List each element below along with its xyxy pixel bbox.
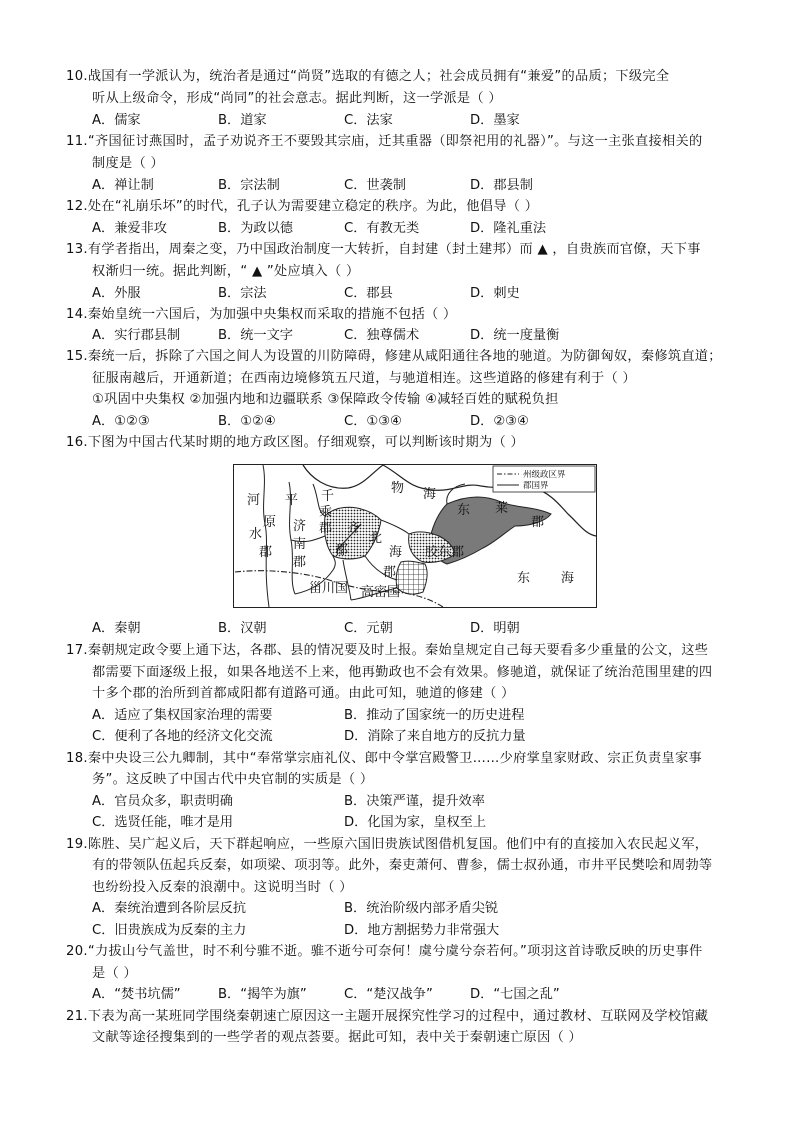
q14-option-a: A．实行郡县制 bbox=[92, 328, 181, 343]
question-15-line-2: 征服南越后，开通新道；在西南边境修筑五尺道，与驰道相连。这些道路的修建有利于（ ） bbox=[92, 371, 636, 386]
question-13-line-2: 权渐归一统。据此判断，“ ▲ ”处应填入（ ） bbox=[92, 264, 360, 279]
q13-option-a: A．外服 bbox=[92, 286, 141, 301]
question-number: 11. bbox=[66, 134, 88, 149]
q19-option-b: B．统治阶级内部矛盾尖锐 bbox=[344, 901, 499, 916]
label-lai: 莱 bbox=[495, 501, 509, 516]
label-cheng: 乘 bbox=[319, 505, 333, 520]
question-number: 17. bbox=[66, 643, 88, 658]
question-11-line-2: 制度是（ ） bbox=[92, 156, 164, 171]
label-donghai-dong: 东 bbox=[517, 571, 531, 586]
q11-option-a: A．禅让制 bbox=[92, 178, 154, 193]
q12-option-d: D．隆礼重法 bbox=[470, 221, 547, 236]
q15-option-d: D．②③④ bbox=[470, 414, 529, 429]
label-jun-qi: 郡 bbox=[335, 543, 349, 558]
label-bei: 北 bbox=[369, 531, 383, 546]
question-number: 20. bbox=[66, 944, 88, 959]
q13-option-b: B．宗法 bbox=[218, 286, 267, 301]
question-12-line-1: 12.处在“礼崩乐坏”的时代，孔子认为需要建立稳定的秩序。为此，他倡导（ ） bbox=[66, 199, 539, 214]
question-10-line-2: 听从上级命令，形成“尚同”的社会意志。据此判断，这一学派是（ ） bbox=[92, 91, 502, 106]
q20-option-b: B．“揭竿为旗” bbox=[218, 987, 307, 1002]
label-gaomi: 高密国 bbox=[361, 585, 401, 600]
q16-option-a: A．秦朝 bbox=[92, 621, 141, 636]
label-jun-beihai: 郡 bbox=[383, 565, 397, 580]
label-nan: 南 bbox=[293, 537, 307, 552]
label-ji: 济 bbox=[293, 519, 307, 534]
q16-option-c: C．元朝 bbox=[344, 621, 393, 636]
map-svg bbox=[233, 464, 597, 608]
question-19-line-2: 有的带领队伍起兵反秦，如项梁、项羽等。此外，秦吏萧何、曹参，儒士叔孙通，市井平民樊哙和周勃等 bbox=[92, 858, 713, 873]
question-17-line-2: 都需要下面逐级上报，如果各地送不上来，他再勤政也不会有效果。修驰道，就保证了统治范围里建的四 bbox=[92, 665, 713, 680]
q14-option-b: B．统一文字 bbox=[218, 328, 293, 343]
q19-option-a: A．秦统治遭到各阶层反抗 bbox=[92, 901, 247, 916]
question-14-line-1: 14.秦始皇统一六国后，为加强中央集权而采取的措施不包括（ ） bbox=[66, 307, 457, 322]
q10-option-b: B．道家 bbox=[218, 113, 267, 128]
q11-option-b: B．宗法制 bbox=[218, 178, 280, 193]
question-number: 10. bbox=[66, 69, 88, 84]
label-jun-jinan: 郡 bbox=[293, 555, 307, 570]
label-jun-donglai: 郡 bbox=[531, 515, 545, 530]
q20-option-c: C．“楚汉战争” bbox=[344, 987, 433, 1002]
q17-option-a: A．适应了集权国家治理的需要 bbox=[92, 708, 273, 723]
question-16-line-1: 16.下图为中国古代某时期的地方政区图。仔细观察，可以判断该时期为（ ） bbox=[66, 435, 524, 450]
question-19-line-3: 也纷纷投入反秦的浪潮中。这说明当时（ ） bbox=[92, 880, 353, 895]
q14-option-d: D．统一度量衡 bbox=[470, 328, 560, 343]
question-10-line-1: 10.战国有一学派认为，统治者是通过“尚贤”选取的有德之人；社会成员拥有“兼爱”的品质；下级完全 bbox=[66, 69, 670, 84]
label-yuan: 原 bbox=[263, 515, 277, 530]
question-17-line-1: 17.秦朝规定政令要上通下达，各郡、县的情况要及时上报。秦始皇规定自己每天要看多少重量的公文，这些 bbox=[66, 643, 709, 658]
question-number: 16. bbox=[66, 435, 88, 450]
legend-state-border: 州级政区界 bbox=[523, 470, 566, 480]
q17-option-d: D．消除了来自地方的反抗力量 bbox=[344, 729, 526, 744]
label-donghai-hai: 海 bbox=[561, 571, 575, 586]
question-18-line-2: 务”。这反映了中国古代中央官制的实质是（ ） bbox=[92, 772, 374, 787]
question-13-line-1: 13.有学者指出，周秦之变，乃中国政治制度一大转折，自封建（封土建邦）而 ▲ ，自贵族而官僚，天下事 bbox=[66, 242, 701, 257]
q12-option-a: A．兼爱非攻 bbox=[92, 221, 167, 236]
label-wu: 物 bbox=[391, 481, 405, 496]
q19-option-d: D．地方割据势力非常强大 bbox=[344, 923, 500, 938]
q17-option-b: B．推动了国家统一的历史进程 bbox=[344, 708, 525, 723]
q10-option-a: A．儒家 bbox=[92, 113, 141, 128]
regional-map-figure bbox=[233, 464, 597, 608]
question-number: 18. bbox=[66, 751, 88, 766]
q15-option-c: C．①③④ bbox=[344, 414, 402, 429]
q11-option-d: D．郡县制 bbox=[470, 178, 533, 193]
label-jun-pingyuan: 郡 bbox=[259, 545, 273, 560]
label-shui: 水 bbox=[249, 527, 263, 542]
label-ping: 平 bbox=[285, 493, 299, 508]
q10-option-d: D．墨家 bbox=[470, 113, 520, 128]
q13-option-d: D．刺史 bbox=[470, 286, 520, 301]
label-he: 河 bbox=[247, 493, 261, 508]
map-legend bbox=[493, 466, 595, 492]
question-15-line-3: ①巩固中央集权 ②加强内地和边疆联系 ③保障政令传输 ④减轻百姓的赋税负担 bbox=[92, 392, 559, 407]
q18-option-b: B．决策严谨，提升效率 bbox=[344, 794, 485, 809]
label-zichuan: 甾川国 bbox=[309, 581, 349, 596]
question-number: 19. bbox=[66, 837, 88, 852]
label-hai-top: 海 bbox=[423, 487, 437, 502]
question-number: 15. bbox=[66, 349, 88, 364]
gaomi-region bbox=[396, 561, 427, 594]
q20-option-d: D．“七国之乱” bbox=[470, 987, 560, 1002]
label-jun-qiancheng: 郡 bbox=[319, 521, 333, 536]
question-number: 13. bbox=[66, 242, 88, 257]
label-qi: 齐 bbox=[347, 521, 361, 536]
question-21-line-1: 21.下表为高一某班同学围绕秦朝速亡原因这一主题开展探究性学习的过程中，通过教材、互联网及学校馆藏 bbox=[66, 1009, 709, 1024]
question-19-line-1: 19.陈胜、吴广起义后，天下群起响应，一些原六国旧贵族试图借机复国。他们中有的直接加入农民起义军， bbox=[66, 837, 709, 852]
q15-option-b: B．①②④ bbox=[218, 414, 276, 429]
legend-prefecture-border: 郡国界 bbox=[523, 481, 549, 491]
q15-option-a: A．①②③ bbox=[92, 414, 150, 429]
q14-option-c: C．独尊儒术 bbox=[344, 328, 420, 343]
q20-option-a: A．“焚书坑儒” bbox=[92, 987, 181, 1002]
q11-option-c: C．世袭制 bbox=[344, 178, 406, 193]
question-20-line-1: 20.“力拔山兮气盖世，时不利兮骓不逝。骓不逝兮可奈何！虞兮虞兮奈若何。”项羽这首诗歌反映的历史事件 bbox=[66, 944, 703, 959]
q16-option-b: B．汉朝 bbox=[218, 621, 267, 636]
question-15-line-1: 15.秦统一后，拆除了六国之间人为设置的川防障碍，修建从咸阳通往各地的驰道。为防御匈奴，秦修筑直道； bbox=[66, 349, 722, 364]
label-jiaodong: 胶东郡 bbox=[425, 545, 465, 560]
question-11-line-1: 11.“齐国征讨燕国时，孟子劝说齐王不要毁其宗庙，迁其重器（即祭祀用的礼器）”。与这一主张直接相关的 bbox=[66, 134, 703, 149]
label-dong: 东 bbox=[457, 503, 471, 518]
q13-option-c: C．郡县 bbox=[344, 286, 393, 301]
q18-option-a: A．官员众多，职责明确 bbox=[92, 794, 233, 809]
q19-option-c: C．旧贵族成为反秦的主力 bbox=[92, 923, 247, 938]
question-18-line-1: 18.秦中央设三公九卿制，其中“奉常掌宗庙礼仪、郎中令掌宫殿警卫……少府掌皇家财政、宗正负责皇家事 bbox=[66, 751, 702, 766]
question-17-line-3: 十多个郡的治所到首都咸阳都有道路可通。由此可知，驰道的修建（ ） bbox=[92, 686, 515, 701]
question-number: 21. bbox=[66, 1009, 88, 1024]
question-number: 14. bbox=[66, 307, 88, 322]
q17-option-c: C．便利了各地的经济文化交流 bbox=[92, 729, 273, 744]
q12-option-c: C．有教无类 bbox=[344, 221, 420, 236]
question-20-line-2: 是（ ） bbox=[92, 966, 137, 981]
question-21-line-2: 文献等途径搜集到的一些学者的观点荟要。据此可知，表中关于秦朝速亡原因（ ） bbox=[92, 1030, 583, 1045]
q18-option-d: D．化国为家，皇权至上 bbox=[344, 815, 487, 830]
label-qian: 千 bbox=[321, 489, 335, 504]
q18-option-c: C．选贤任能，唯才是用 bbox=[92, 815, 234, 830]
q10-option-c: C．法家 bbox=[344, 113, 393, 128]
label-hai-beihai: 海 bbox=[389, 545, 403, 560]
question-number: 12. bbox=[66, 199, 88, 214]
q12-option-b: B．为政以德 bbox=[218, 221, 293, 236]
q16-option-d: D．明朝 bbox=[470, 621, 520, 636]
